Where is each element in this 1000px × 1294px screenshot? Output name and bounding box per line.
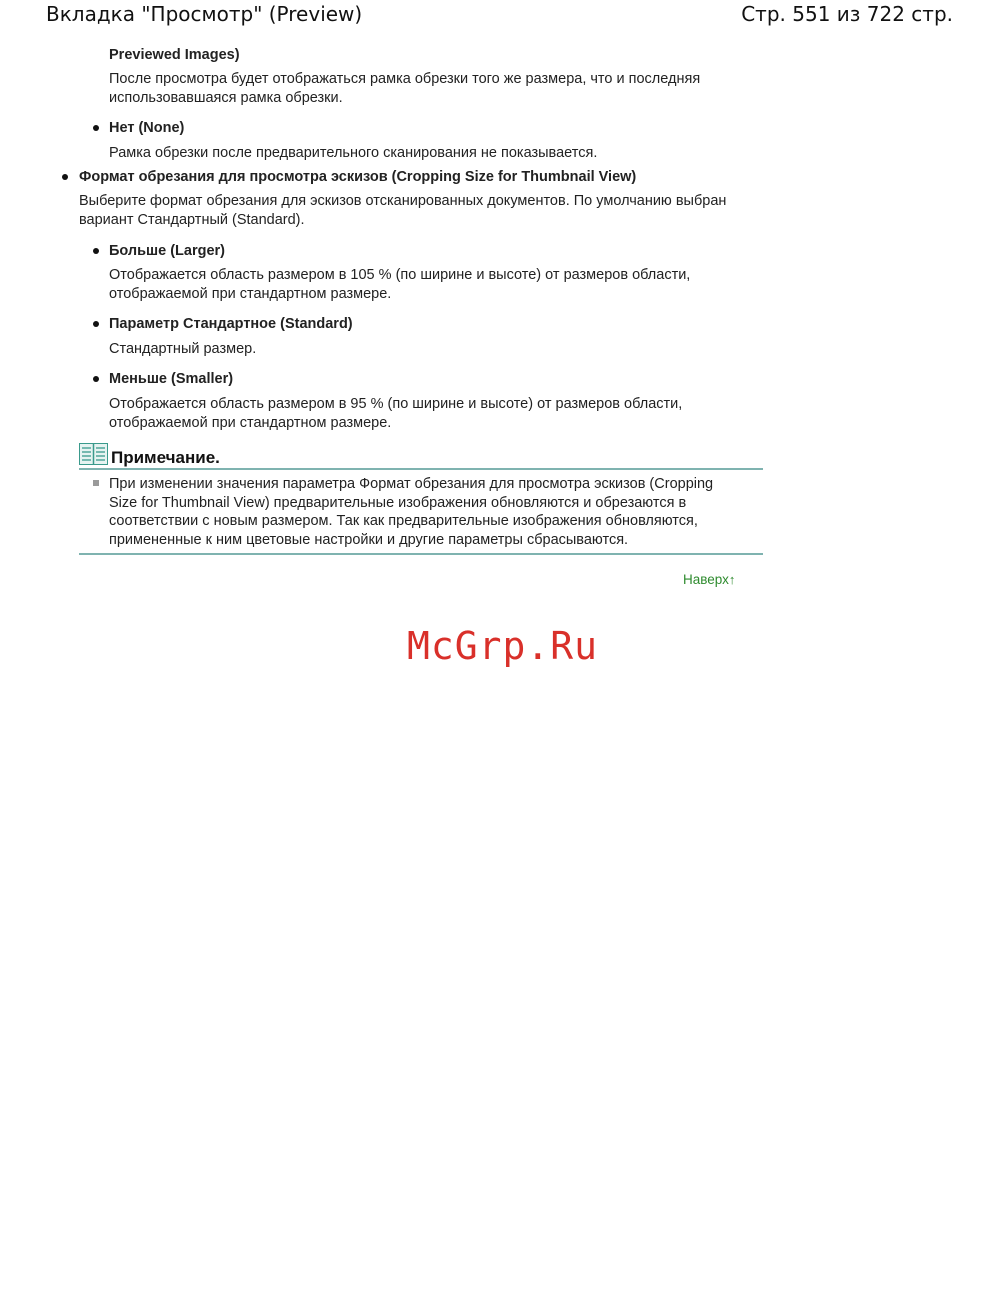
note-top-divider [79,468,763,470]
note-line-3: соответствии с новым размером. Так как предварительные изображения обновляются, [109,513,698,529]
page-counter: Стр. 551 из 722 стр. [741,2,953,26]
cropping-size-heading: Формат обрезания для просмотра эскизов (Cropping Size for Thumbnail View) [79,169,637,185]
back-to-top-link[interactable] [683,572,735,587]
note-line-2: Size for Thumbnail View) предварительные изображения обновляются и обрезаются в [109,494,687,511]
note-line-1: При изменении значения параметра Формат обрезания для просмотра эскизов (Cropping [109,476,714,492]
smaller-option-desc-line-2: отображаемой при стандартном размере. [109,414,392,431]
none-option-desc: Рамка обрезки после предварительного сканирования не показывается. [109,145,598,161]
larger-option-desc-line-1: Отображается область размером в 105 % (по ширине и высоте) от размеров области, [109,267,691,283]
back-to-top-label: Наверх [683,572,729,587]
note-bottom-divider [79,553,763,555]
bullet-icon [62,174,68,180]
standard-option-heading: Параметр Стандартное (Standard) [109,316,353,332]
document-title: Вкладка "Просмотр" (Preview) [46,2,363,26]
larger-option-heading: Больше (Larger) [109,243,226,259]
previewed-images-desc-line-2: использовавшаяся рамка обрезки. [109,89,343,106]
larger-option-desc-line-2: отображаемой при стандартном размере. [109,285,392,302]
cropping-size-desc-line-2: вариант Стандартный (Standard). [79,211,305,228]
bullet-icon [93,248,99,254]
standard-option-desc: Стандартный размер. [109,341,257,357]
square-bullet-icon [93,480,99,486]
smaller-option-desc-line-1: Отображается область размером в 95 % (по ширине и высоте) от размеров области, [109,396,683,412]
watermark: McGrp.Ru [407,624,599,668]
smaller-option-heading: Меньше (Smaller) [109,371,234,387]
cropping-size-desc-line-1: Выберите формат обрезания для эскизов отсканированных документов. По умолчанию выбран [79,193,727,209]
note-line-4: примененные к ним цветовые настройки и другие параметры сбрасываются. [109,531,629,548]
bullet-icon [93,376,99,382]
previewed-images-desc-line-1: После просмотра будет отображаться рамка обрезки того же размера, что и последняя [109,71,701,87]
up-arrow-icon: ↑ [728,572,736,587]
note-book-icon [79,443,108,465]
bullet-icon [93,125,99,131]
previewed-images-heading: Previewed Images) [109,47,240,63]
bullet-icon [93,321,99,327]
note-title: Примечание. [111,448,220,467]
none-option-heading: Нет (None) [109,120,185,136]
